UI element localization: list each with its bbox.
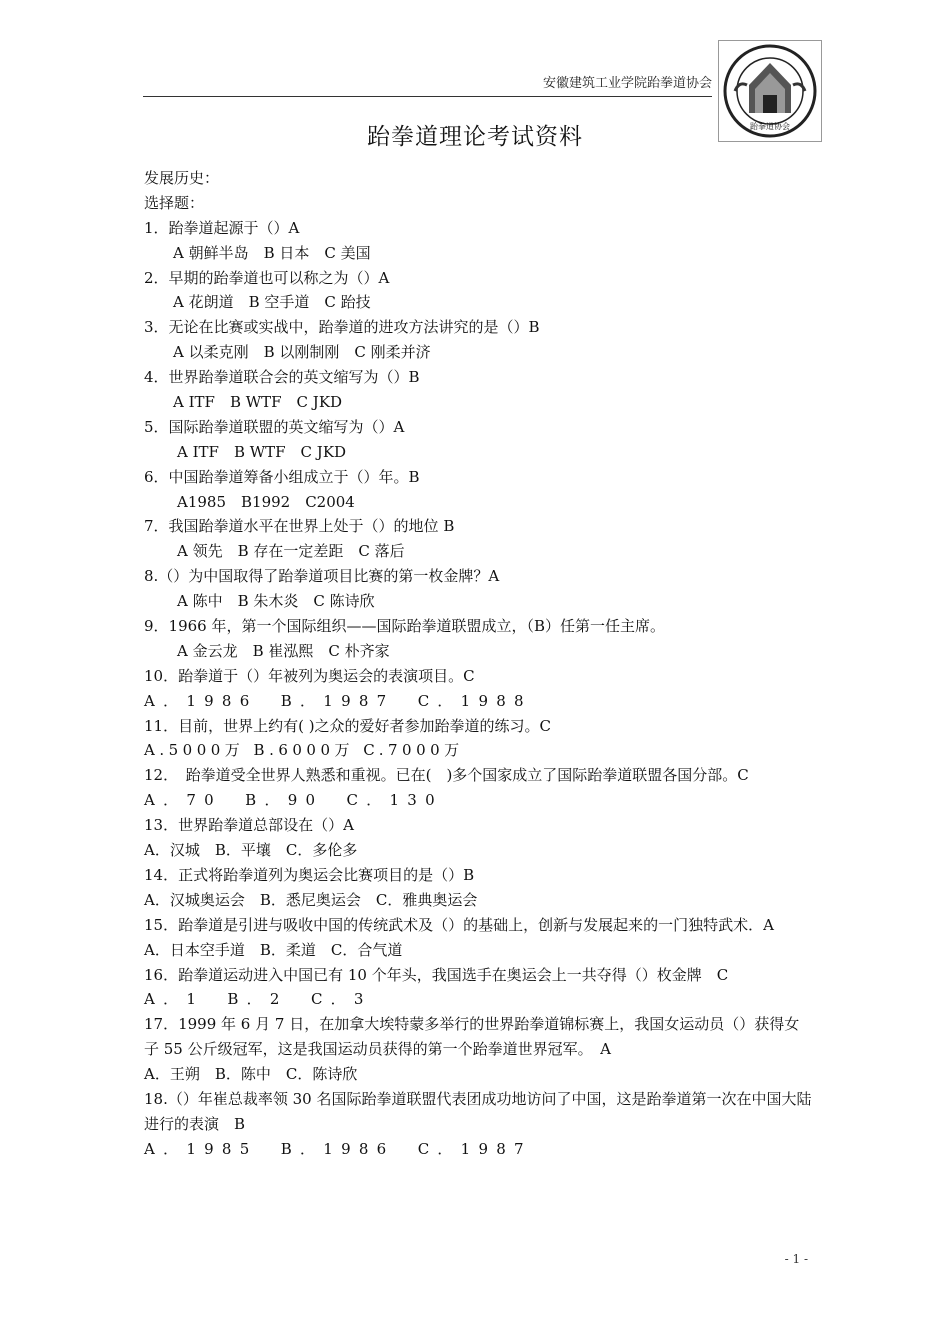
question: 4．世界跆拳道联合会的英文缩写为（）B <box>144 368 420 387</box>
answer-options: A 以柔克刚 B 以刚制刚 C 刚柔并济 <box>173 343 431 362</box>
question: 10．跆拳道于（）年被列为奥运会的表演项目。C <box>144 666 475 685</box>
answer-options: A．1985 B．1986 C．1987 <box>144 1139 532 1158</box>
answer-options: A．1 B．2 C．3 <box>144 990 372 1009</box>
exam-content <box>144 166 814 1162</box>
answer-options: A．王朔 B．陈中 C．陈诗欣 <box>144 1065 358 1084</box>
question: 1．跆拳道起源于（）A <box>144 218 300 237</box>
question: 3．无论在比赛或实战中，跆拳道的进攻方法讲究的是（）B <box>144 318 540 337</box>
question: 18.（）年崔总裁率领 30 名国际跆拳道联盟代表团成功地访问了中国，这是跆拳道第一次在中国大陆进行的表演 B <box>144 1090 812 1133</box>
question: 16．跆拳道运动进入中国已有 10 个年头，我国选手在奥运会上一共夺得（）枚金牌 C <box>144 965 729 984</box>
section-choice: 选择题： <box>144 193 205 212</box>
answer-options: A ITF B WTF C JKD <box>173 393 343 412</box>
answer-options: A1985 B1992 C2004 <box>177 492 355 511</box>
answer-options: A．日本空手道 B．柔道 C．合气道 <box>144 940 403 959</box>
page-title: 跆拳道理论考试资料 <box>367 124 583 150</box>
answer-options: A．70 B．90 C．130 <box>144 791 443 810</box>
question: 17．1999 年 6 月 7 日，在加拿大埃特蒙多举行的世界跆拳道锦标赛上，我国女运动员（）获得女子 55 公斤级冠军，这是我国运动员获得的第一个跆拳道世界冠军。 A <box>144 1015 800 1059</box>
question: 8.（）为中国取得了跆拳道项目比赛的第一枚金牌？A <box>144 567 500 586</box>
logo-caption: 跆拳道协会 <box>750 122 790 131</box>
answer-options: A 陈中 B 朱木炎 C 陈诗欣 <box>177 592 375 611</box>
answer-options: A．汉城奥运会 B．悉尼奥运会 C．雅典奥运会 <box>144 890 478 909</box>
answer-options: A．1986 B．1987 C．1988 <box>144 691 532 710</box>
question: 12． 跆拳道受全世界人熟悉和重视。已在( )多个国家成立了国际跆拳道联盟各国分部。C <box>144 766 749 785</box>
answer-options: A 朝鲜半岛 B 日本 C 美国 <box>173 243 371 262</box>
question: 5．国际跆拳道联盟的英文缩写为（）A <box>144 417 405 436</box>
question: 13．世界跆拳道总部设在（）A <box>144 816 354 835</box>
question: 7．我国跆拳道水平在世界上处于（）的地位 B <box>144 517 455 536</box>
question: 6．中国跆拳道筹备小组成立于（）年。B <box>144 467 420 486</box>
answer-options: A 领先 B 存在一定差距 C 落后 <box>177 542 405 561</box>
answer-options: A ITF B WTF C JKD <box>177 442 347 461</box>
section-history: 发展历史： <box>144 169 220 187</box>
question: 14．正式将跆拳道列为奥运会比赛项目的是（）B <box>144 865 475 884</box>
answer-options: A．汉城 B．平壤 C．多伦多 <box>144 841 358 860</box>
answer-options: A 花朗道 B 空手道 C 跆技 <box>173 293 371 312</box>
header-org-name: 安徽建筑工业学院跆拳道协会 <box>542 76 712 91</box>
answer-options: A.5000万 B.6000万 C.7000万 <box>144 741 464 760</box>
question: 9．1966 年，第一个国际组织——国际跆拳道联盟成立，（B）任第一任主席。 <box>144 617 666 636</box>
question: 15．跆拳道是引进与吸收中国的传统武术及（）的基础上，创新与发展起来的一门独特武术．A <box>144 915 774 934</box>
page-number: - 1 - <box>784 1252 808 1266</box>
question: 2．早期的跆拳道也可以称之为（）A <box>144 268 390 287</box>
answer-options: A 金云龙 B 崔泓熙 C 朴齐家 <box>177 641 390 660</box>
header-divider <box>143 96 712 97</box>
question: 11．目前，世界上约有( )之众的爱好者参加跆拳道的练习。C <box>144 716 552 735</box>
